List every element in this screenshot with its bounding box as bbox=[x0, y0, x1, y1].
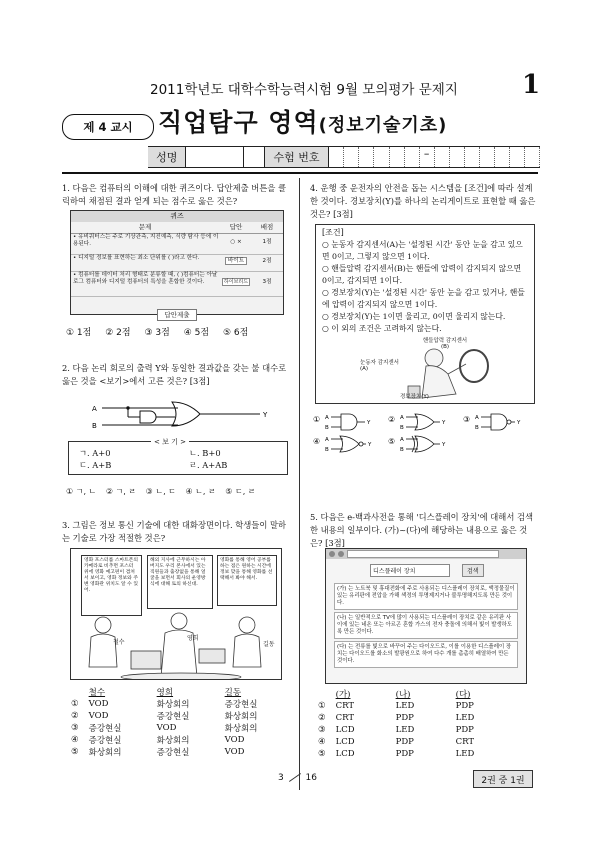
q1-col-problem: 문제 bbox=[138, 223, 152, 231]
q3-option-row[interactable] bbox=[66, 746, 288, 758]
q2-label-b: B bbox=[92, 422, 97, 430]
q5-paragraph: (다) 는 전류를 빛으로 바꾸어 주는 다이오드로, 이를 이용한 디스플레이 장치는 다이오드를 화소의 발광원으로 하여 다수 개를 촘촘히 배열하여 만든 것이다. bbox=[334, 641, 518, 668]
column-divider bbox=[299, 178, 300, 790]
q2-option[interactable]: ① ㄱ, ㄴ bbox=[66, 487, 97, 496]
svg-text:Y: Y bbox=[517, 420, 521, 426]
q3-option-row[interactable] bbox=[66, 698, 288, 710]
exam-no-cell[interactable] bbox=[374, 147, 389, 167]
svg-text:Y: Y bbox=[442, 420, 446, 426]
q3-cell: 증강현실 bbox=[156, 748, 190, 758]
q5-num: ② bbox=[318, 713, 326, 723]
q4-label-alarm: 경보장치(Y) bbox=[400, 394, 429, 400]
svg-text:A: A bbox=[400, 415, 404, 421]
q1-options bbox=[66, 325, 259, 338]
q1-answer-value: 하이브리드 bbox=[223, 279, 249, 285]
q1-col-answer: 답안 bbox=[229, 223, 243, 231]
q5-cell: CRT bbox=[335, 713, 355, 723]
q3-option-row[interactable] bbox=[66, 710, 288, 722]
q1-quiz-row bbox=[71, 272, 283, 297]
xor-gate-icon bbox=[388, 432, 454, 454]
q1-quiz-row bbox=[71, 255, 283, 272]
svg-text:B: B bbox=[400, 447, 404, 453]
q2-option[interactable]: ⑤ ㄷ, ㄹ bbox=[225, 487, 256, 496]
svg-text:B: B bbox=[325, 447, 329, 453]
q1-row-score: 2점 bbox=[262, 258, 272, 264]
q4-condition: ○ 이 외의 조건은 고려하지 않는다. bbox=[322, 324, 442, 333]
q4-label-handle: 핸들압력 감지센서(B) bbox=[422, 338, 468, 350]
nor-gate-icon bbox=[313, 432, 379, 454]
q5-search-input[interactable]: 디스플레이 장치 bbox=[370, 564, 450, 577]
q3-cell: 화상회의 bbox=[156, 736, 190, 746]
q2-logic-circuit bbox=[90, 392, 280, 437]
q5-cell: LED bbox=[395, 701, 415, 711]
q5-cell: PDP bbox=[395, 737, 414, 747]
q4-option-5[interactable] bbox=[388, 432, 454, 458]
q1-row-score: 1점 bbox=[262, 239, 272, 245]
exam-no-cell[interactable] bbox=[329, 147, 344, 167]
q3-cell: VOD bbox=[88, 699, 109, 709]
q3-cell: 증강현실 bbox=[88, 736, 122, 746]
exam-no-label: 수험 번호 bbox=[264, 147, 330, 167]
q5-cell: LED bbox=[455, 713, 475, 723]
subject-title bbox=[158, 103, 447, 139]
q4-option-3[interactable] bbox=[463, 410, 529, 436]
q5-cell: LCD bbox=[335, 749, 355, 759]
q5-option-row[interactable] bbox=[313, 748, 511, 760]
svg-text:A: A bbox=[400, 437, 404, 443]
q1-option[interactable]: ③ 3점 bbox=[144, 328, 170, 338]
candidate-info-bar bbox=[148, 146, 540, 168]
volume-badge: 2권 중 1권 bbox=[473, 770, 533, 788]
q1-option[interactable]: ⑤ 6점 bbox=[222, 328, 249, 338]
q3-students-drawing bbox=[71, 607, 281, 679]
svg-text:B: B bbox=[475, 425, 479, 431]
q3-num: ① bbox=[71, 699, 79, 709]
q5-col-header: (나) bbox=[395, 690, 411, 700]
q1-quiz-window bbox=[70, 210, 284, 319]
q2-options bbox=[66, 486, 256, 497]
q4-label-eye: 눈동자 감지센서(A) bbox=[360, 360, 399, 372]
q2-option[interactable]: ③ ㄴ, ㄷ bbox=[145, 487, 176, 496]
header-rule bbox=[62, 172, 538, 174]
svg-text:Y: Y bbox=[367, 420, 371, 426]
name-label: 성명 bbox=[148, 147, 186, 167]
q3-answer-table bbox=[66, 686, 288, 758]
q5-answer-table bbox=[313, 688, 511, 760]
q3-num: ② bbox=[71, 711, 79, 721]
q2-label-a: A bbox=[92, 405, 97, 413]
q3-col-header: 철수 bbox=[88, 688, 106, 698]
session-badge: 제 4 교시 bbox=[62, 114, 154, 140]
q3-text: 3. 그림은 정보 통신 기술에 대한 대화장면이다. 학생들이 말하는 기술로 가장 적절한 것은? bbox=[62, 520, 287, 543]
exam-no-cell[interactable] bbox=[359, 147, 374, 167]
q2-bogi-box bbox=[68, 438, 288, 475]
q2-item: ㄱ. A+0 bbox=[79, 448, 111, 458]
q3-cell: 증강현실 bbox=[88, 724, 122, 734]
exam-no-cell[interactable] bbox=[525, 147, 540, 167]
q3-num: ③ bbox=[71, 723, 79, 733]
q1-row-answer-input[interactable] bbox=[219, 272, 253, 296]
q3-header-row bbox=[66, 686, 288, 698]
nand-gate-icon bbox=[463, 410, 529, 432]
or-gate-icon bbox=[388, 410, 454, 432]
q2-option[interactable]: ④ ㄴ, ㄹ bbox=[185, 487, 216, 496]
svg-text:Y: Y bbox=[442, 442, 446, 448]
q5-cell: PDP bbox=[395, 749, 414, 759]
exam-no-cell[interactable] bbox=[344, 147, 359, 167]
q4-condition: ○ 경보장치(Y)는 '설정된 시간' 동안 눈을 감고 있거나, 핸들에 압력이 감지되지 않으면 1이다. bbox=[322, 288, 525, 309]
q3-num: ⑤ bbox=[71, 747, 79, 757]
q1-answer-value: 바이트 bbox=[225, 257, 247, 265]
q4-opt-num: ① bbox=[313, 415, 321, 424]
q5-cell: CRT bbox=[335, 701, 355, 711]
q4-option-4[interactable] bbox=[313, 432, 379, 458]
q4-condition: ○ 핸들압력 감지센서(B)는 핸들에 압력이 감지되지 않으면 0이고, 감지되면 1이다. bbox=[322, 264, 522, 285]
forward-icon[interactable] bbox=[338, 551, 344, 557]
q5-num: ⑤ bbox=[318, 749, 326, 759]
q1-text: 1. 다음은 컴퓨터의 이해에 대한 퀴즈이다. 답안제출 버튼을 클릭하여 채점된 결과 얻게 되는 점수로 옳은 것은? bbox=[62, 183, 287, 206]
q3-num: ④ bbox=[71, 735, 79, 745]
q5-text: 5. 다음은 e-백과사전을 통해 '디스플레이 장치'에 대해서 검색한 내용의 일부이다. (가)~(다)에 해당하는 내용으로 옳은 것은? [3점] bbox=[310, 512, 533, 548]
q5-search-button[interactable]: 검색 bbox=[462, 564, 484, 577]
page-indicator bbox=[278, 773, 317, 783]
exam-no-cell[interactable] bbox=[465, 147, 480, 167]
q3-cell: 화상회의 bbox=[224, 712, 258, 722]
q3-cell: 증강현실 bbox=[156, 712, 190, 722]
q4-cond-title: [조건] bbox=[322, 228, 344, 237]
q4-opt-num: ④ bbox=[313, 437, 321, 446]
q4-condition: ○ 경보장치(Y)는 1이면 울리고, 0이면 울리지 않는다. bbox=[322, 312, 506, 321]
q5-num: ④ bbox=[318, 737, 326, 747]
q3-speech-bubble: 영화 포스터를 스마트폰의 카메라로 비추면 포스터 위에 영화 예고편이 겹쳐서 보이고, 영화 정보와 주변 영화관 위치도 알 수 있어. bbox=[81, 555, 142, 616]
q1-submit-button[interactable]: 답안제출 bbox=[157, 309, 196, 321]
exam-no-cell[interactable]: – bbox=[420, 147, 435, 167]
q1-quiz-title: 퀴즈 bbox=[71, 211, 283, 222]
q1-submit-wrap bbox=[71, 302, 283, 321]
q2-bogi-title: < 보 기 > bbox=[151, 437, 189, 447]
q5-header-row bbox=[313, 688, 511, 700]
q5-num: ① bbox=[318, 701, 326, 711]
q3-cell: VOD bbox=[88, 711, 109, 721]
q5-cell: LCD bbox=[335, 725, 355, 735]
q5-option-row[interactable] bbox=[313, 712, 511, 724]
q1-quiz-header bbox=[71, 222, 283, 234]
svg-text:B: B bbox=[400, 425, 404, 431]
q3-cell: 증강현실 bbox=[224, 700, 258, 710]
q5-cell: CRT bbox=[455, 737, 475, 747]
q5-paragraph: (가) 는 노트북 및 휴대전화에 주로 사용되는 디스플레이 장치로, 액정물질이 있는 유리판에 전압을 가해 색정의 투명제지거나 불투명해지도록 만든 것이다. bbox=[334, 583, 518, 610]
q5-col-header: (가) bbox=[335, 690, 351, 700]
current-page: 3 bbox=[278, 773, 284, 783]
q3-col-header: 길동 bbox=[224, 688, 242, 698]
q5-col-header: (다) bbox=[455, 690, 471, 700]
q5-cell: PDP bbox=[395, 713, 414, 723]
q3-cell: 화상회의 bbox=[88, 748, 122, 758]
exam-no-cell[interactable] bbox=[450, 147, 465, 167]
exam-no-cell[interactable] bbox=[435, 147, 450, 167]
address-bar[interactable] bbox=[347, 550, 499, 558]
q3-name-label: 길동 bbox=[263, 641, 275, 648]
q1-row-answer-input[interactable] bbox=[219, 255, 253, 271]
exam-no-cell[interactable] bbox=[405, 147, 420, 167]
q2-item: ㄴ. B+0 bbox=[189, 448, 221, 458]
exam-no-cell[interactable] bbox=[390, 147, 405, 167]
q5-browser-window bbox=[325, 548, 527, 684]
exam-no-cell[interactable] bbox=[495, 147, 510, 167]
name-field[interactable] bbox=[186, 147, 243, 167]
q5-option-row[interactable] bbox=[313, 736, 511, 748]
q4-condition: ○ 눈동자 감지센서(A)는 '설정된 시간' 동안 눈을 감고 있으면 0이고, 그렇지 않으면 1이다. bbox=[322, 240, 523, 261]
page-number: 1 bbox=[522, 70, 541, 100]
svg-text:B: B bbox=[325, 425, 329, 431]
q1-row-problem: • 디지털 정보를 표현하는 최소 단위를 ( )라고 한다. bbox=[73, 255, 200, 261]
exam-title: 2011학년도 대학수학능력시험 9월 모의평가 문제지 bbox=[150, 82, 458, 98]
q3-cell: 화상회의 bbox=[156, 700, 190, 710]
q1-row-problem: • 유비쿼터스는 주로 기상관측, 지진예측, 식량 탐사 등에 이용된다. bbox=[73, 234, 219, 247]
q1-quiz-row bbox=[71, 234, 283, 255]
subject-sub: (정보기술기초) bbox=[318, 115, 448, 136]
and-gate-icon bbox=[313, 410, 379, 432]
total-pages: 16 bbox=[305, 773, 317, 783]
q5-option-row[interactable] bbox=[313, 724, 511, 736]
q3-cell: VOD bbox=[224, 735, 245, 745]
q4-opt-num: ⑤ bbox=[388, 437, 396, 446]
q3-option-row[interactable] bbox=[66, 722, 288, 734]
q3-cell: VOD bbox=[156, 723, 177, 733]
q1-row-answer-radio[interactable]: ○ × bbox=[230, 239, 242, 245]
q2-text: 2. 다음 논리 회로의 출력 Y와 동일한 결과값을 갖는 불 대수로 옳은 것을 <보기>에서 고른 것은? [3점] bbox=[62, 363, 287, 386]
q1-option[interactable]: ④ 5점 bbox=[183, 328, 210, 338]
q1-col-score: 배점 bbox=[260, 223, 274, 231]
svg-text:A: A bbox=[325, 437, 329, 443]
q5-cell: PDP bbox=[455, 701, 474, 711]
q4-text: 4. 운행 중 운전자의 안전을 돕는 시스템을 [조건]에 따라 설계한 것이다. 경보장치(Y)를 하나의 논리게이트로 표현할 때 옳은 것은? [3점] bbox=[310, 183, 536, 219]
q5-cell: LED bbox=[455, 749, 475, 759]
q3-option-row[interactable] bbox=[66, 734, 288, 746]
q1-row-problem: • 컴퓨터를 데이터 처리 형태로 분류할 때, ( )컴퓨터는 아날로그 컴퓨터와 디지털 컴퓨터의 특성을 혼합한 것이다. bbox=[73, 272, 218, 285]
q3-speech-bubble: 영화를 통해 영어 공부를 하는 점은 원하는 시간에 정보 맞을 통해 영화를 선택해서 봐야 해서. bbox=[217, 555, 277, 606]
q3-illustration bbox=[70, 548, 282, 680]
q2-item: ㄹ. A+AB bbox=[189, 460, 228, 470]
exam-no-cell[interactable] bbox=[510, 147, 525, 167]
q5-search-row bbox=[326, 559, 526, 581]
q2-item: ㄷ. A+B bbox=[79, 460, 112, 470]
q1-option[interactable]: ① 1점 bbox=[66, 328, 92, 338]
q3-cell: VOD bbox=[224, 747, 245, 757]
q4-opt-num: ③ bbox=[463, 415, 471, 424]
q3-col-header: 영희 bbox=[156, 688, 174, 698]
svg-text:Y: Y bbox=[368, 442, 372, 448]
subject-main: 직업탐구 영역 bbox=[158, 108, 319, 137]
q5-cell: LED bbox=[395, 725, 415, 735]
q5-num: ③ bbox=[318, 725, 326, 735]
q4-opt-num: ② bbox=[388, 415, 396, 424]
q3-speech-bubble: 해외 지사에 근무하시는 아버지도 우리 본사에서 있는 직원들과 출장없을 통해 얼굴을 보면서 회사의 운영방식에 대해 토의 하신대. bbox=[147, 555, 213, 609]
svg-text:A: A bbox=[325, 415, 329, 421]
exam-no-cell[interactable] bbox=[480, 147, 495, 167]
q1-option[interactable]: ② 2점 bbox=[105, 328, 131, 338]
q5-option-row[interactable] bbox=[313, 700, 511, 712]
q5-browser-toolbar bbox=[326, 549, 526, 559]
q3-name-label: 철수 bbox=[113, 639, 125, 646]
back-icon[interactable] bbox=[329, 551, 335, 557]
q5-cell: LCD bbox=[335, 737, 355, 747]
q5-cell: PDP bbox=[455, 725, 474, 735]
q5-paragraph: (나) 는 일반적으로 TV에 많이 사용되는 디스플레이 장치로 같은 유리판 사이에 있는 네온 또는 아르곤 혼합 가스의 전자 충돌에 의해서 빛이 발생하도록 만든 것이다. bbox=[334, 612, 518, 639]
svg-text:A: A bbox=[475, 415, 479, 421]
q3-name-label: 영희 bbox=[187, 635, 199, 642]
q1-row-score: 3점 bbox=[262, 279, 272, 285]
q2-option[interactable]: ② ㄱ, ㄹ bbox=[105, 487, 137, 496]
q2-label-y: Y bbox=[263, 411, 268, 419]
q3-cell: 화상회의 bbox=[224, 724, 258, 734]
